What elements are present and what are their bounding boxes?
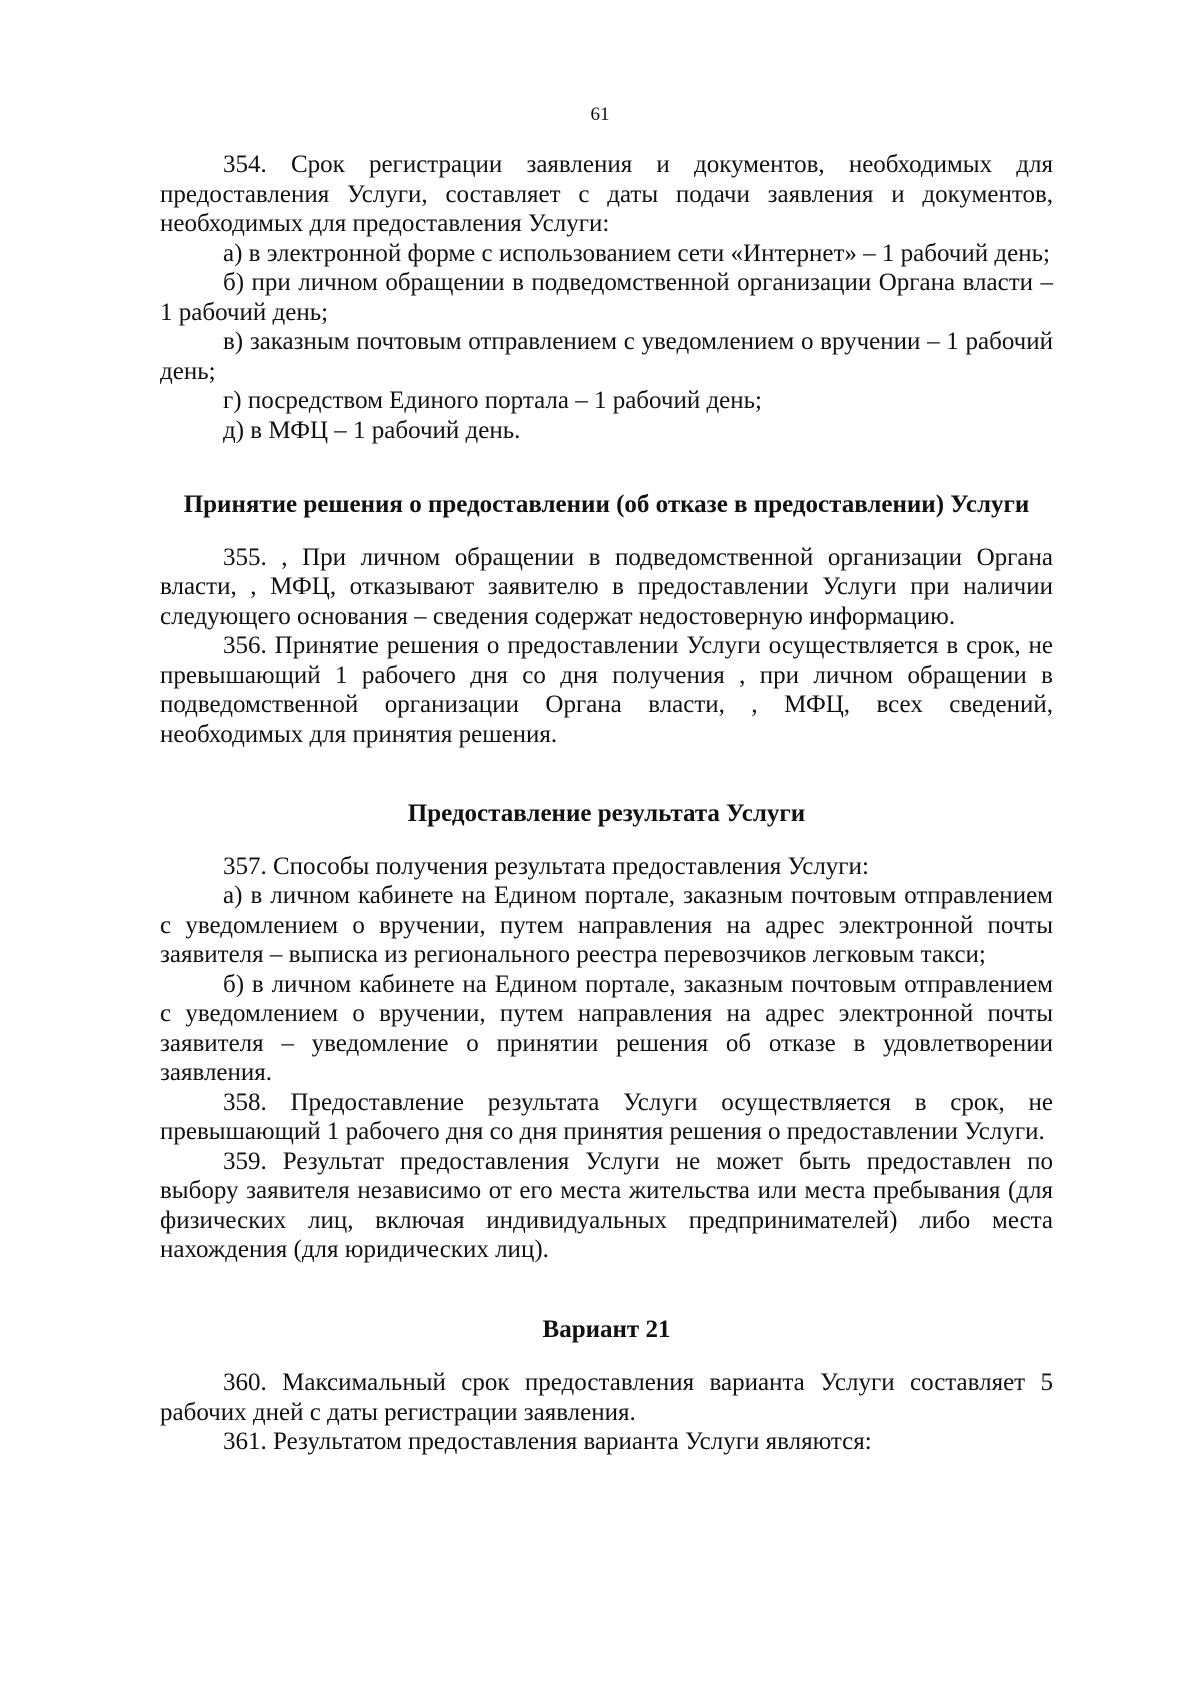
paragraph-357: 357. Способы получения результата предоставления Услуги: — [223, 852, 869, 880]
paragraph-354: 354. Срок регистрации заявления и документов, необходимых для предоставления Услуги, составляет с даты подачи заявления и документов, необходимых для предоставления Услуги: — [160, 151, 1053, 237]
paragraph-359: 359. Результат предоставления Услуги не может быть предоставлен по выбору заявителя независимо от его места жительства или места пребывания (для физических лиц, включая индивидуальных предпринимателей) либо места нахождения (для юридических лиц). — [160, 1147, 1053, 1263]
document-body — [160, 150, 1053, 1457]
paragraph-357-b: б) в личном кабинете на Едином портале, заказным почтовым отправлением с уведомлением о вручении, путем направления на адрес электронной почты заявителя – уведомление о принятии решения об отказе в удовлетворении заявления. — [160, 970, 1053, 1086]
paragraph-358: 358. Предоставление результата Услуги осуществляется в срок, не превышающий 1 рабочего дня со дня принятия решения о предоставлении Услуги. — [160, 1088, 1053, 1145]
paragraph-357-a: а) в личном кабинете на Едином портале, заказным почтовым отправлением с уведомлением о вручении, путем направления на адрес электронной почты заявителя – выписка из регионального реестра перевозчиков легковым такси; — [160, 882, 1053, 968]
paragraph-356: 356. Принятие решения о предоставлении Услуги осуществляется в срок, не превышающий 1 рабочего дня со дня получения , при личном обращении в подведомственной организации Органа власти, , МФЦ, всех сведений, необходимых для принятия решения. — [160, 632, 1053, 748]
section-heading-decision: Принятие решения о предоставлении (об отказе в предоставлении) Услуги — [183, 491, 1030, 518]
paragraph-354-a: а) в электронной форме с использованием сети «Интернет» – 1 рабочий день; — [223, 239, 1050, 267]
paragraph-360: 360. Максимальный срок предоставления варианта Услуги составляет 5 рабочих дней с даты регистрации заявления. — [160, 1369, 1053, 1426]
paragraph-354-d: д) в МФЦ – 1 рабочий день. — [223, 416, 521, 444]
paragraph-361: 361. Результатом предоставления варианта Услуги являются: — [223, 1428, 872, 1455]
section-heading-result: Предоставление результата Услуги — [407, 800, 806, 827]
paragraph-354-b: б) при личном обращении в подведомственной организации Органа власти – 1 рабочий день; — [160, 269, 1053, 326]
paragraph-354-v: в) заказным почтовым отправлением с уведомлением о вручении – 1 рабочий день; — [160, 328, 1053, 385]
paragraph-354-g: г) посредством Единого портала – 1 рабочий день; — [223, 387, 763, 414]
section-heading-variant: Вариант 21 — [542, 1315, 671, 1343]
page-number: 61 — [590, 104, 610, 125]
paragraph-355: 355. , При личном обращении в подведомственной организации Органа власти, , МФЦ, отказывают заявителю в предоставлении Услуги при наличии следующего основания – сведения содержат недостоверную информацию. — [160, 543, 1053, 630]
